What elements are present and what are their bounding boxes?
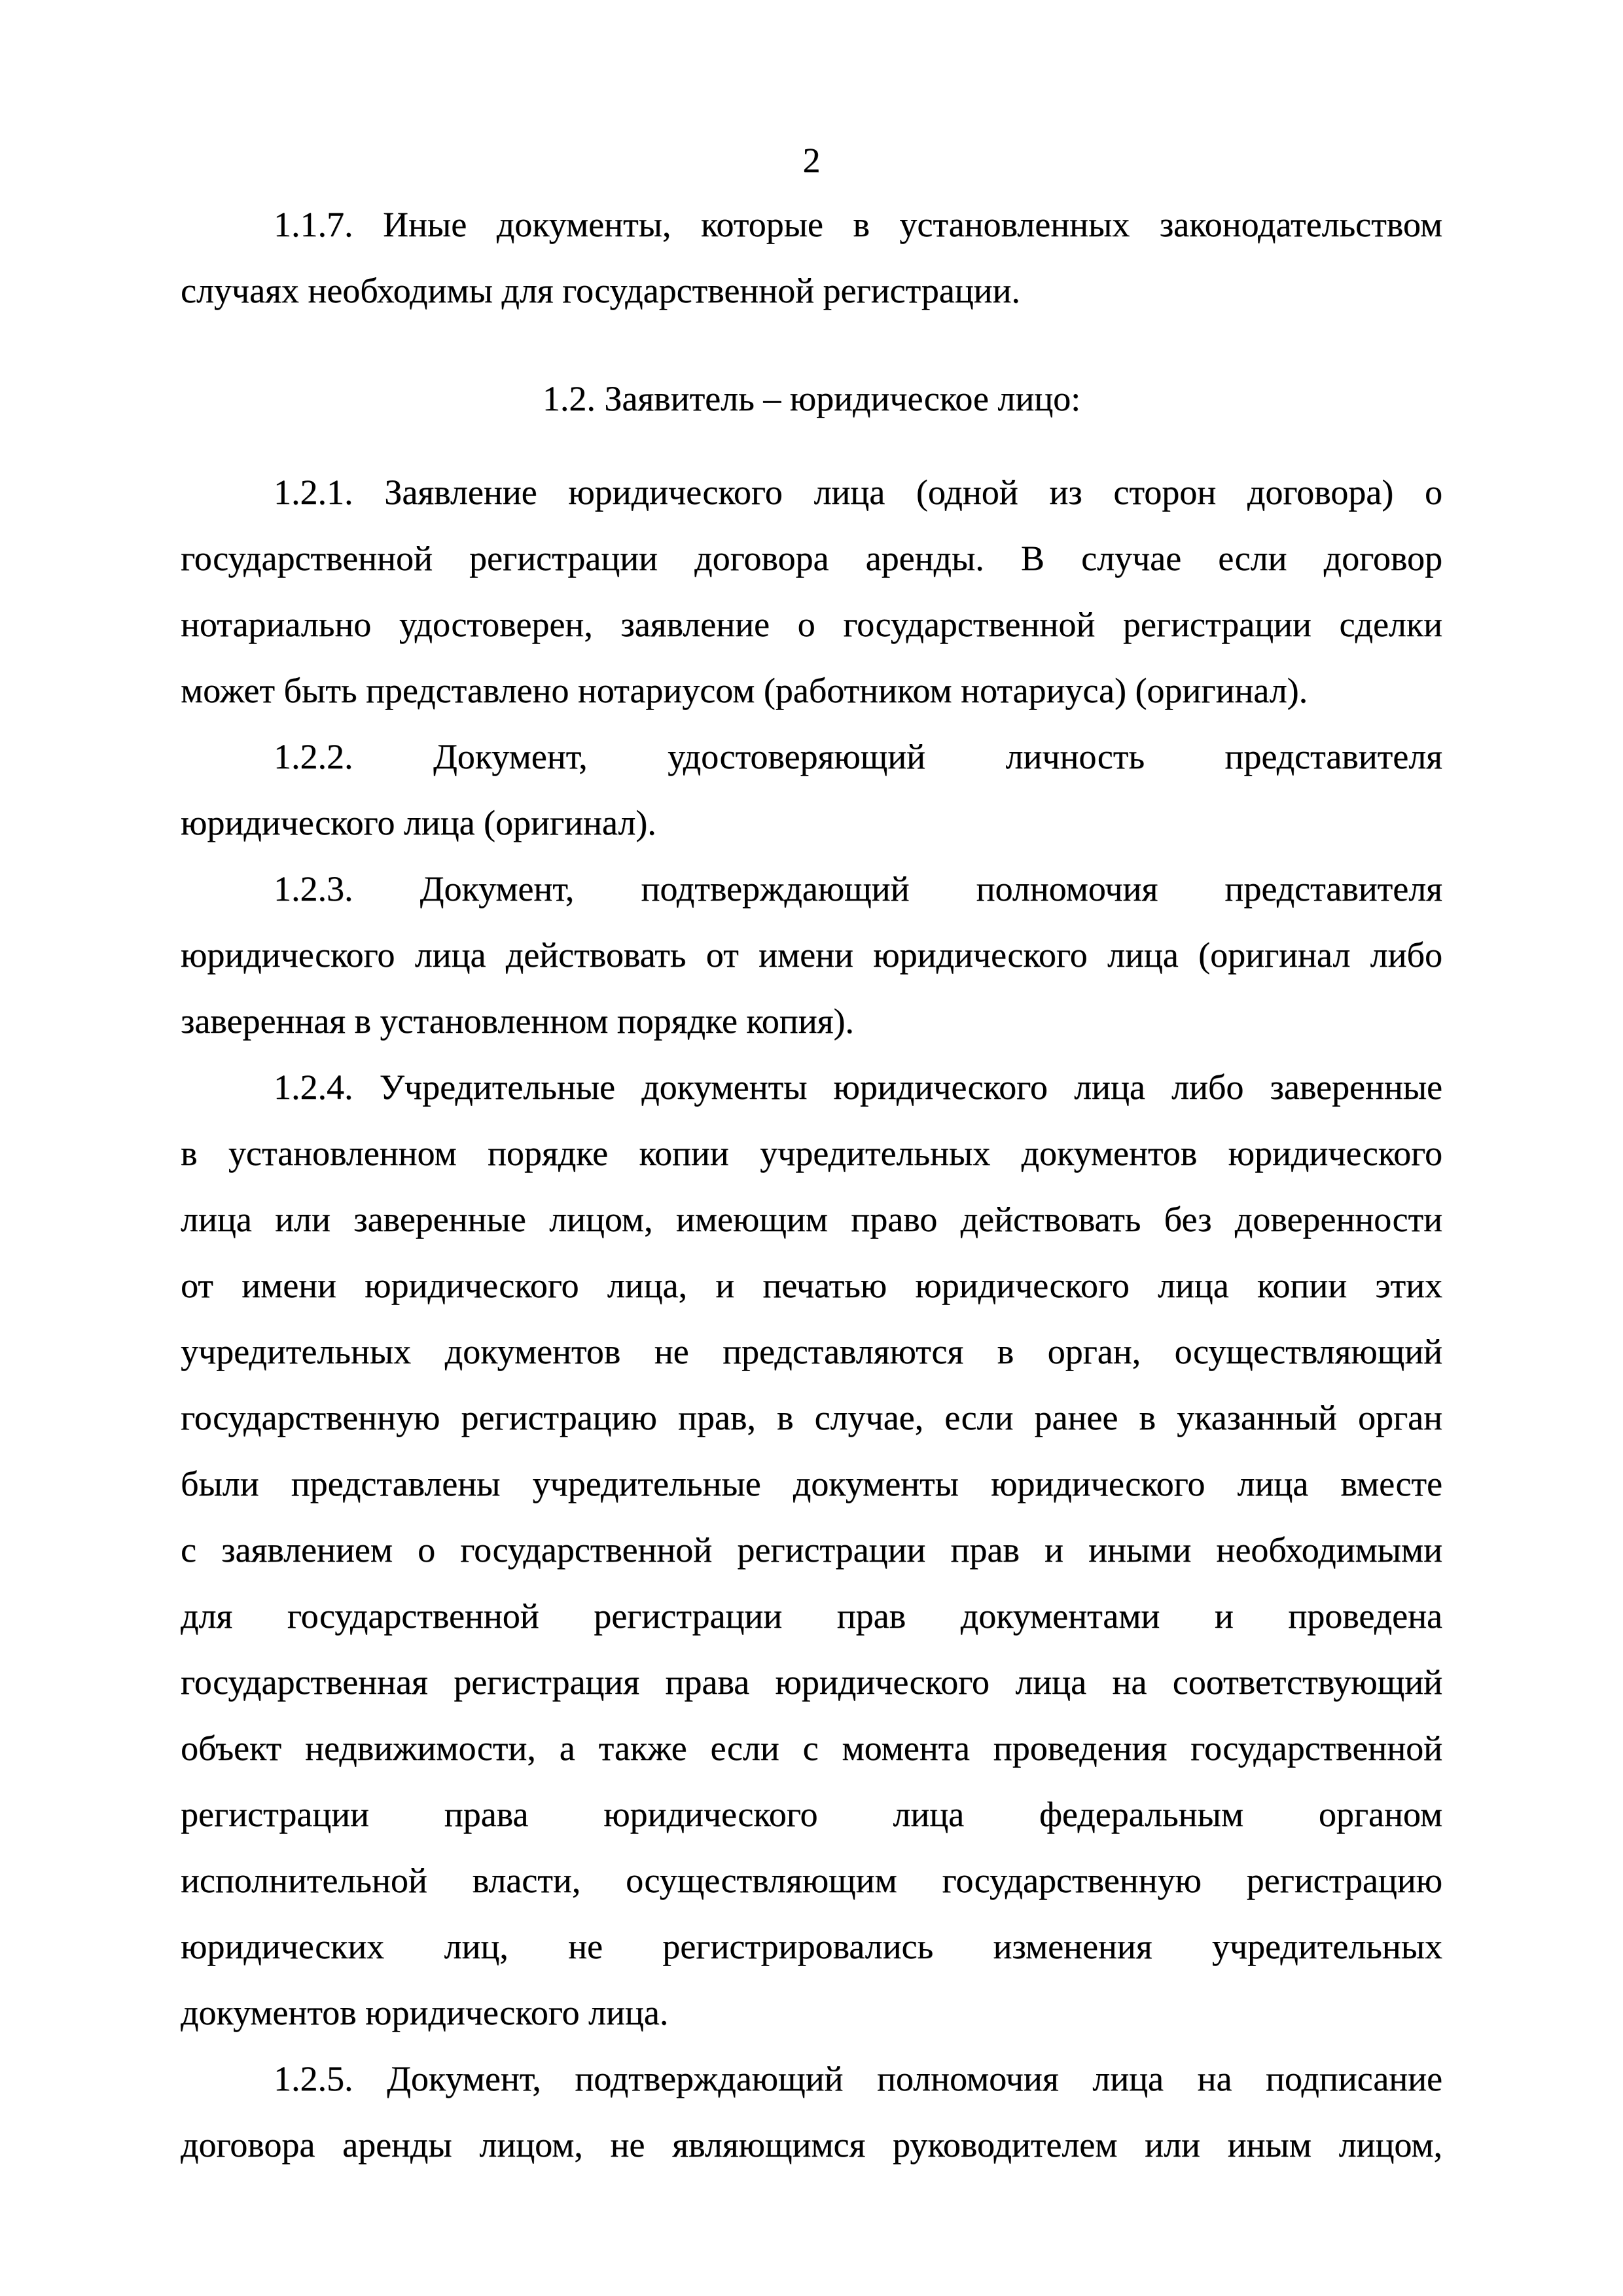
text-line: 1.1.7. Иные документы, которые в установленных законодательством: [274, 205, 1442, 244]
text-line: лица или заверенные лицом, имеющим право действовать без доверенности: [181, 1200, 1442, 1239]
text-line: государственной регистрации договора аренды. В случае если договор: [181, 539, 1442, 578]
text-line: учредительных документов не представляются в орган, осуществляющий: [181, 1332, 1442, 1371]
text-line: 1.2.1. Заявление юридического лица (одной из сторон договора) о: [274, 473, 1442, 512]
text-line: исполнительной власти, осуществляющим государственную регистрацию: [181, 1861, 1442, 1900]
text-line: были представлены учредительные документы юридического лица вместе: [181, 1464, 1442, 1503]
text-line: заверенная в установленном порядке копия).: [181, 1001, 854, 1041]
paragraph-1-2-3: [181, 856, 1442, 1054]
text-line: регистрации права юридического лица федеральным органом: [181, 1795, 1442, 1834]
text-line: в установленном порядке копии учредительных документов юридического: [181, 1134, 1442, 1173]
text-line: юридического лица действовать от имени юридического лица (оригинал либо: [181, 935, 1442, 975]
text-line: юридических лиц, не регистрировались изменения учредительных: [181, 1927, 1442, 1966]
text-line: юридического лица (оригинал).: [181, 803, 656, 842]
text-line: нотариально удостоверен, заявление о государственной регистрации сделки: [181, 605, 1442, 644]
text-line: документов юридического лица.: [181, 1993, 669, 2032]
paragraph-1-2-1: [181, 459, 1442, 724]
text-line: для государственной регистрации прав документами и проведена: [181, 1596, 1442, 1636]
text-line: может быть представлено нотариусом (работником нотариуса) (оригинал).: [181, 671, 1308, 710]
paragraph-1-2-4: [181, 1054, 1442, 2046]
text-line: от имени юридического лица, и печатью юридического лица копии этих: [181, 1266, 1442, 1305]
text-line: объект недвижимости, а также если с момента проведения государственной: [181, 1729, 1442, 1768]
text-line: 1.2.5. Документ, подтверждающий полномочия лица на подписание: [274, 2059, 1442, 2098]
text-line: государственную регистрацию прав, в случае, если ранее в указанный орган: [181, 1398, 1442, 1437]
document-content: [181, 192, 1442, 2178]
text-line: договора аренды лицом, не являющимся руководителем или иным лицом,: [181, 2125, 1442, 2164]
paragraph-1-2-2: [181, 724, 1442, 856]
text-line: 1.2.4. Учредительные документы юридического лица либо заверенные: [274, 1067, 1442, 1107]
text-line: 1.2.3. Документ, подтверждающий полномочия представителя: [274, 869, 1442, 908]
text-line: государственная регистрация права юридического лица на соответствующий: [181, 1662, 1442, 1702]
text-line: с заявлением о государственной регистрации прав и иными необходимыми: [181, 1530, 1442, 1570]
paragraph-1-1-7: [181, 192, 1442, 324]
paragraph-1-2-5: [181, 2046, 1442, 2178]
text-line: случаях необходимы для государственной регистрации.: [181, 271, 1020, 310]
section-heading-1-2: 1.2. Заявитель – юридическое лицо:: [542, 379, 1081, 418]
text-line: 1.2.2. Документ, удостоверяющий личность представителя: [274, 737, 1442, 776]
page-number: 2: [802, 141, 821, 180]
